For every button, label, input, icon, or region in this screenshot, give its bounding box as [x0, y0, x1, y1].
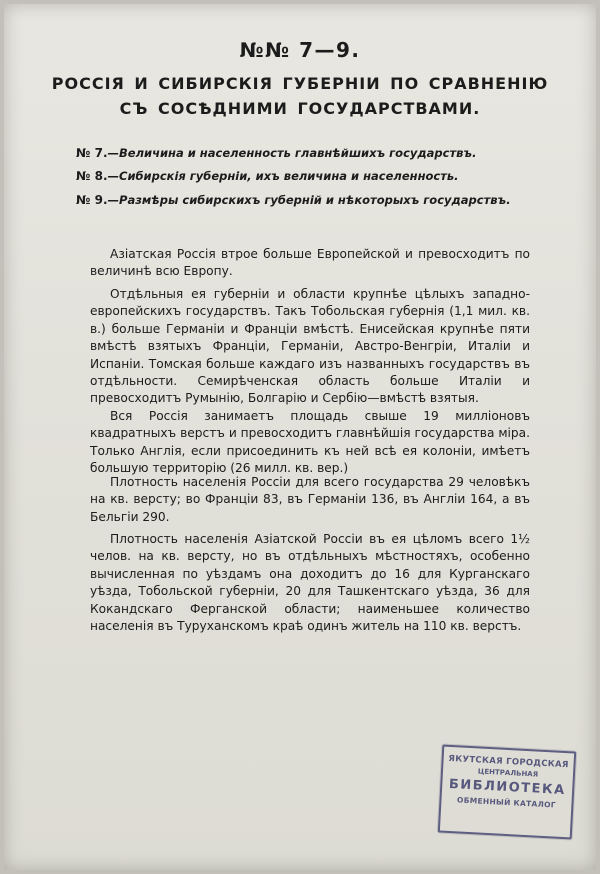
title-line-2: СЪ СОСѢДНИМИ ГОСУДАРСТВАМИ. [119, 99, 481, 118]
contents-item-number: № 8. [76, 169, 108, 183]
stamp-line: ОБМЕННЫЙ КАТАЛОГ [456, 795, 557, 810]
contents-item [76, 169, 546, 183]
document-page [4, 4, 596, 870]
body-paragraph: Азіатская Россія втрое больше Европейской и превосходитъ по величинѣ всю Европу. [90, 247, 530, 279]
title-line-1: РОССІЯ И СИБИРСКІЯ ГУБЕРНІИ ПО СРАВНЕНІЮ [51, 74, 549, 93]
contents-item-text: —Размѣры сибирскихъ губерній и нѣкоторыхъ государствъ. [107, 193, 511, 207]
stamp-line: ЯКУТСКАЯ ГОРОДСКАЯ [448, 753, 569, 771]
body-paragraph: Отдѣльныя ея губерніи и области крупнѣе цѣлыхъ западно-европейскихъ государствъ. Такъ Тобольская губернія (1,1 мил. кв. в.) больше Германіи и Франціи вмѣстѣ. Енисейская крупнѣе пяти вмѣстѣ взятыхъ Франціи, Германіи, Австро-Венгріи, Италіи и Испаніи. Томская больше каждаго изъ названныхъ государствъ въ отдѣльности. Семирѣченская область больше Италіи и превосходитъ Румынію, Болгарію и Сербію—вмѣстѣ взятыя. [90, 287, 530, 406]
body-paragraph: Плотность населенія Россіи для всего государства 29 человѣкъ на кв. версту; во Франціи 83, въ Германіи 136, въ Англіи 164, а въ Бельгіи 290. [90, 475, 530, 524]
contents-item-text: —Величина и населенность главнѣйшихъ государствъ. [107, 146, 477, 160]
contents-item-text: —Сибирскія губерніи, ихъ величина и населенность. [107, 169, 459, 183]
stamp-line: БИБЛИОТЕКА [448, 776, 566, 799]
stamp-line: ЦЕНТРАЛЬНАЯ [477, 767, 539, 779]
contents-item-number: № 9. [76, 193, 108, 207]
contents-item [76, 193, 546, 207]
contents-item [76, 146, 546, 160]
body-paragraph: Вся Россія занимаетъ площадь свыше 19 милліоновъ квадратныхъ верстъ и превосходитъ главнѣйшія государства міра. Только Англія, если присоединить къ ней всѣ ея колоніи, имѣетъ большую территорію (26 милл. кв. вер.) [90, 409, 530, 476]
body-paragraph: Плотность населенія Азіатской Россіи въ ея цѣломъ всего 1½ челов. на кв. версту, но въ отдѣльныхъ мѣстностяхъ, особенно вычисленная по уѣздамъ она доходитъ до 16 для Курганскаго уѣзда, Тобольской губерніи, 20 для Ташкентскаго уѣзда, 36 для Кокандскаго Ферганской области; наименьшее количество населенія въ Туруханскомъ краѣ одинъ житель на 110 кв. верстъ. [90, 532, 530, 634]
map-numbers-heading: №№ 7—9. [239, 38, 361, 62]
library-stamp [438, 745, 576, 840]
contents-item-number: № 7. [76, 146, 108, 160]
